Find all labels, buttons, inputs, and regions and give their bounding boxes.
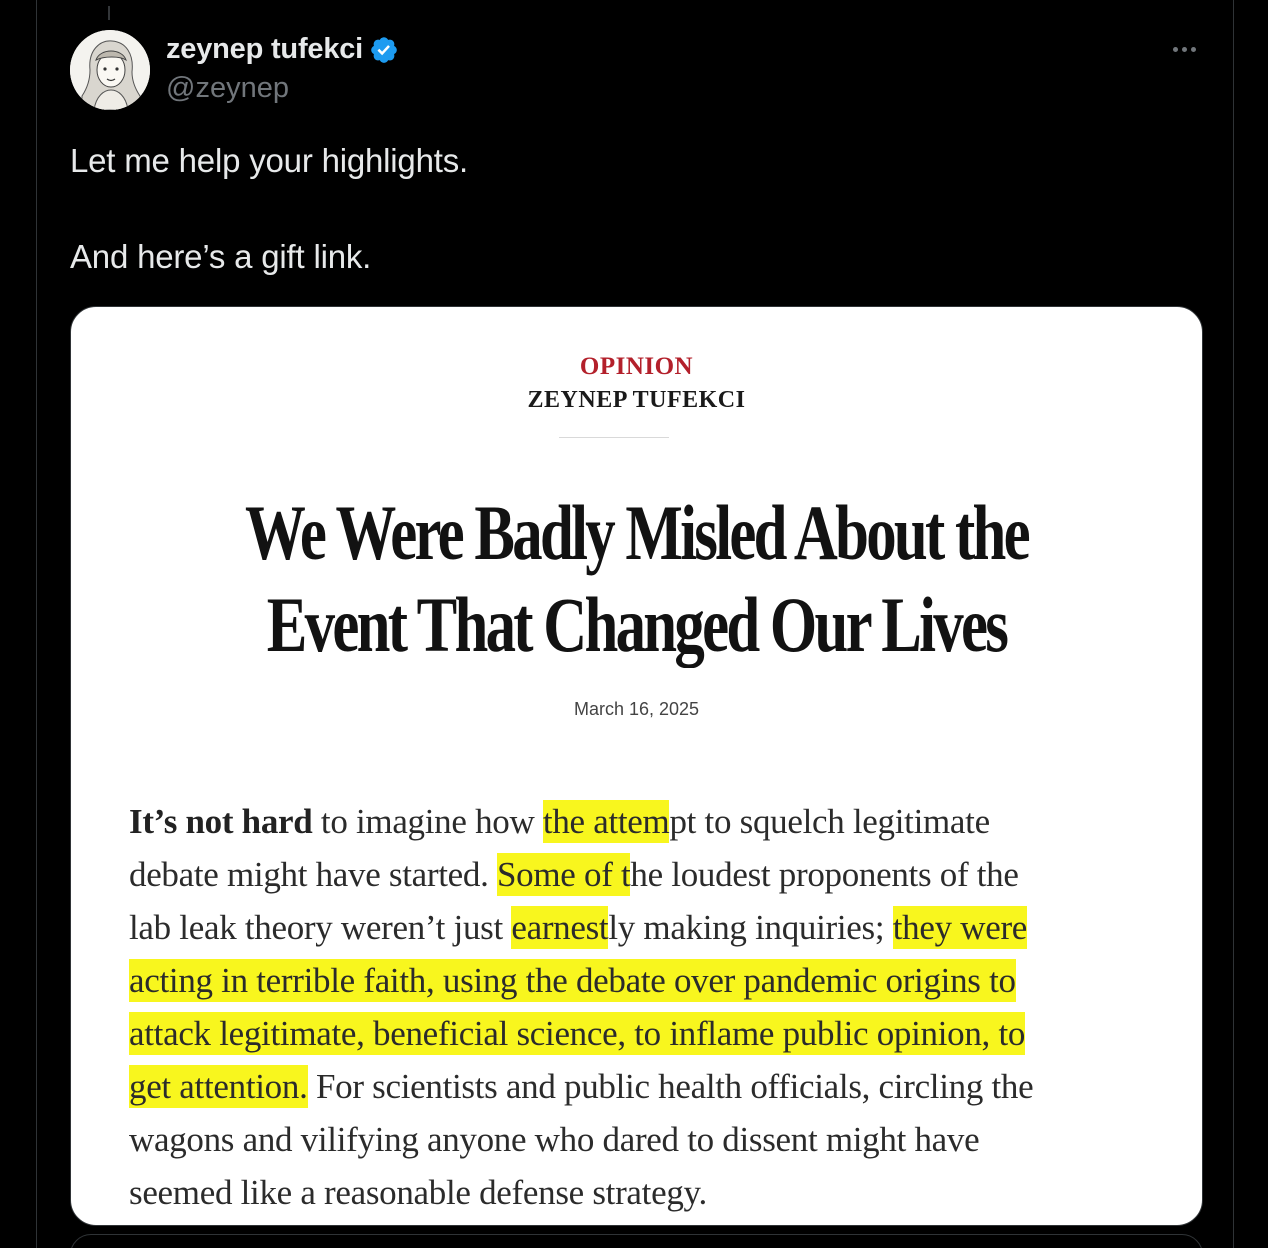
body-text: wagons and vilifying anyone who dared to dissent might have [129, 1120, 980, 1159]
body-text: to imagine how [312, 802, 543, 841]
body-text: seemed like a reasonable defense strategy. [129, 1173, 707, 1212]
article-byline: ZEYNEP TUFEKCI [527, 387, 746, 413]
article-screenshot-media[interactable] [70, 306, 1203, 1226]
body-text: pt to squelch legitimate [669, 802, 990, 841]
article-body-line-6 [129, 1060, 1033, 1113]
article-body-line-8 [129, 1166, 1033, 1219]
article-body-line-7 [129, 1113, 1033, 1166]
article-divider [559, 437, 669, 438]
article-body-line-4 [129, 954, 1033, 1007]
highlighted-text: get attention. [129, 1067, 308, 1106]
author-display-name[interactable]: zeynep tufekci [166, 33, 364, 65]
body-text: ly making inquiries; [608, 908, 893, 947]
article-lead-in: It’s not hard [129, 802, 313, 841]
avatar[interactable] [70, 30, 150, 110]
highlighted-text: acting in terrible faith, using the debate over pandemic origins to [129, 961, 1016, 1000]
column-border-right [1233, 0, 1234, 1248]
article-body [129, 795, 1033, 1219]
body-text: For scientists and public health officials, circling the [307, 1067, 1034, 1106]
body-text: debate might have started. [129, 855, 498, 894]
author-name-row[interactable] [166, 33, 399, 66]
avatar-illustration-icon [70, 30, 150, 110]
article-section-label: OPINION [579, 353, 694, 380]
article-headline-line-2: Event That Changed Our Lives [266, 581, 1007, 668]
body-text: he loudest proponents of the [630, 855, 1019, 894]
article-body-line-5 [129, 1007, 1033, 1060]
article-headline-line-1: We Were Badly Misled About the [245, 489, 1028, 576]
article-body-line-1 [129, 795, 1033, 848]
article-headline [195, 487, 1077, 671]
more-icon[interactable] [1166, 36, 1202, 62]
highlighted-text: they were [892, 908, 1028, 947]
highlighted-text: attack legitimate, beneficial science, to inflame public opinion, to [129, 1014, 1026, 1053]
next-card-edge [70, 1234, 1203, 1248]
body-text: lab leak theory weren’t just [129, 908, 512, 947]
article-date: March 16, 2025 [573, 699, 700, 719]
highlighted-text: Some of t [497, 855, 631, 894]
article-body-line-2 [129, 848, 1033, 901]
tweet-text-line-2: And here’s a gift link. [70, 238, 372, 275]
article-body-line-3 [129, 901, 1033, 954]
more-dot [1173, 47, 1178, 52]
tweet-text-line-1: Let me help your highlights. [70, 142, 468, 179]
more-dot [1191, 47, 1196, 52]
column-border-left [36, 0, 37, 1248]
author-handle[interactable]: @zeynep [166, 72, 289, 104]
verified-badge-icon[interactable] [369, 35, 399, 65]
highlighted-text: the attem [542, 802, 670, 841]
more-dot [1182, 47, 1187, 52]
highlighted-text: earnest [511, 908, 609, 947]
thread-line [108, 6, 110, 20]
